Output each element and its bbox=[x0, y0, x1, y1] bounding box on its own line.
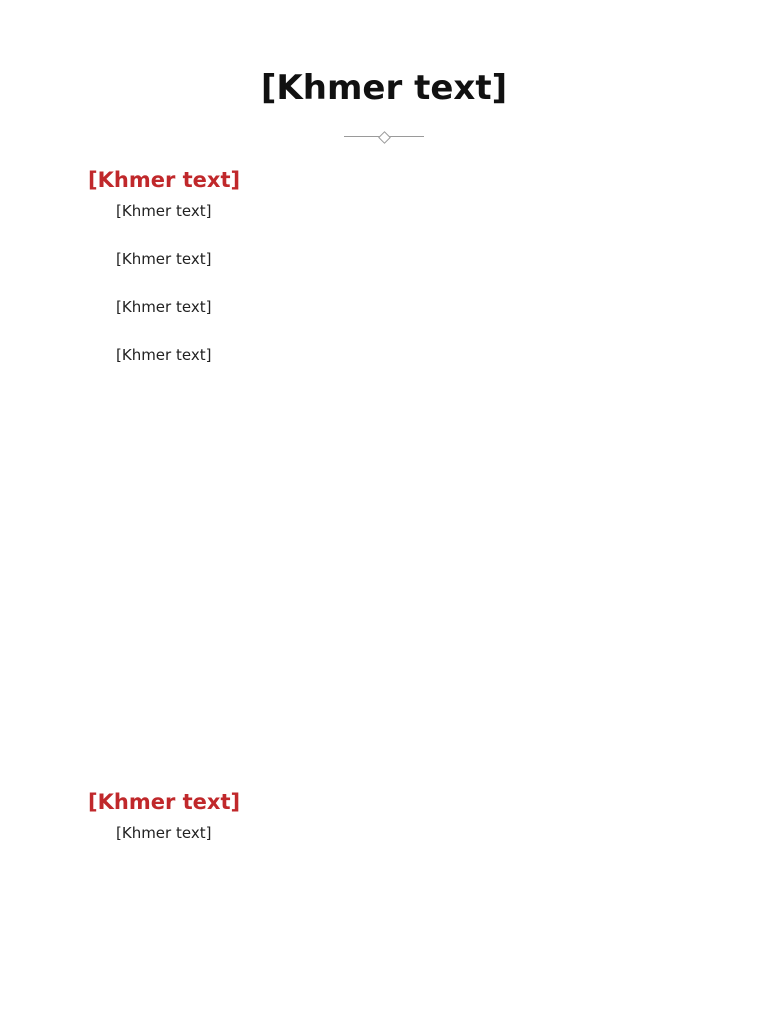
title-divider bbox=[344, 136, 424, 137]
paragraph: [Khmer text] bbox=[116, 202, 212, 220]
paragraph: [Khmer text] bbox=[116, 250, 212, 268]
section-2 bbox=[88, 790, 688, 868]
section-heading: [Khmer text] bbox=[88, 790, 241, 814]
page-title: [Khmer text] bbox=[260, 68, 508, 108]
section-1 bbox=[88, 168, 688, 390]
paragraph: [Khmer text] bbox=[116, 346, 212, 364]
section-heading: [Khmer text] bbox=[88, 168, 241, 192]
paragraph: [Khmer text] bbox=[116, 298, 212, 316]
paragraph: [Khmer text] bbox=[116, 824, 212, 842]
